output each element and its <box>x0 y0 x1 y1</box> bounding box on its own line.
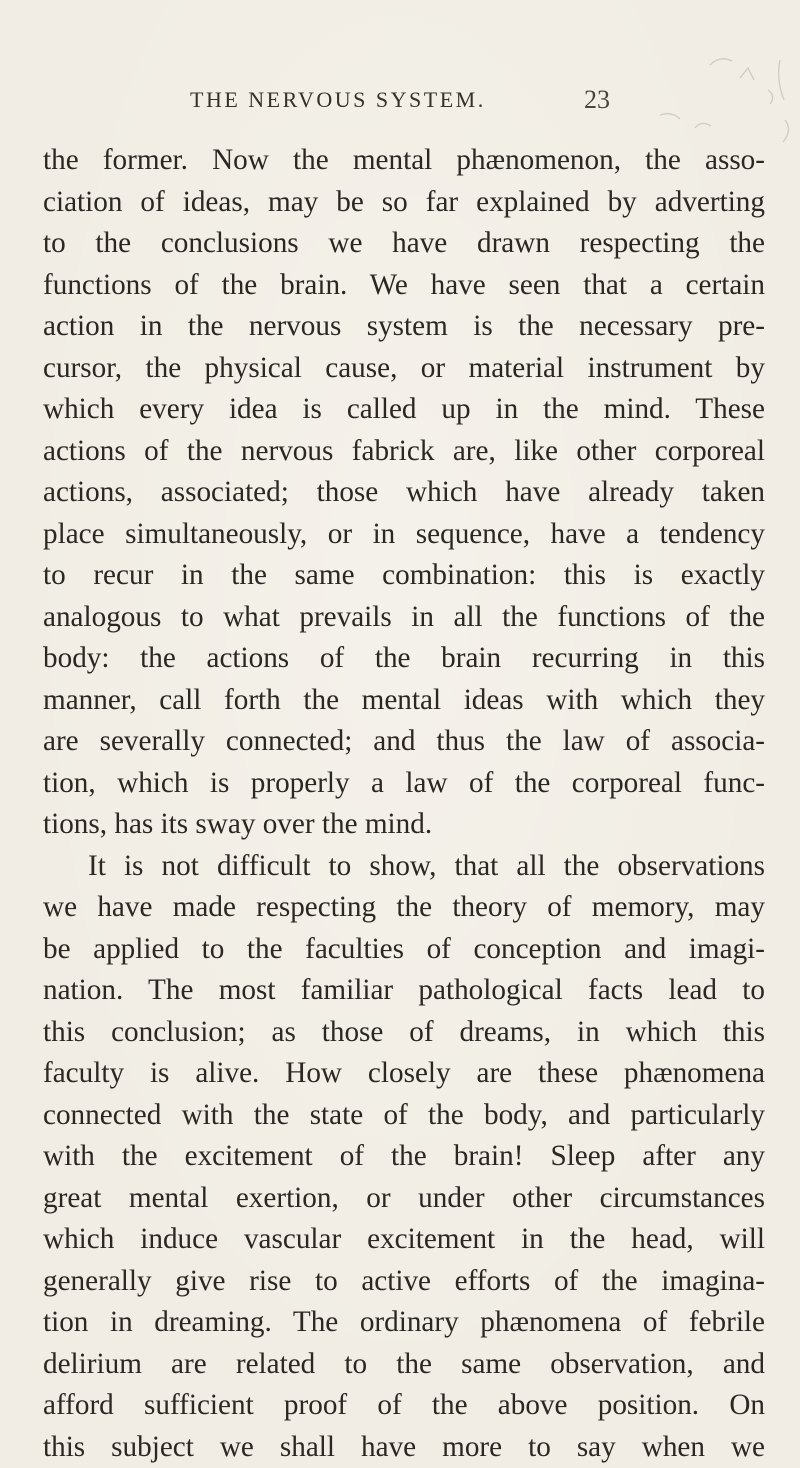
text-line: faculty is alive. How closely are these phænomena <box>43 1053 765 1095</box>
text-line: It is not difficult to show, that all the observations <box>43 846 765 888</box>
text-line: this conclusion; as those of dreams, in which this <box>43 1012 765 1054</box>
text-line: this subject we shall have more to say when we <box>43 1427 765 1468</box>
text-line: are severally connected; and thus the law of associa- <box>43 721 765 763</box>
text-line: tion in dreaming. The ordinary phænomena of febrile <box>43 1302 765 1344</box>
text-line: to recur in the same combination: this is exactly <box>43 555 765 597</box>
text-line: analogous to what prevails in all the functions of the <box>43 597 765 639</box>
body-text <box>43 140 765 1468</box>
text-line: with the excitement of the brain! Sleep after any <box>43 1136 765 1178</box>
text-line: be applied to the faculties of conception and imagi- <box>43 929 765 971</box>
text-line: manner, call forth the mental ideas with which they <box>43 680 765 722</box>
text-line: actions of the nervous fabrick are, like other corporeal <box>43 431 765 473</box>
text-line: place simultaneously, or in sequence, have a tendency <box>43 514 765 556</box>
text-line: the former. Now the mental phænomenon, the asso- <box>43 140 765 182</box>
text-line: ciation of ideas, may be so far explained by adverting <box>43 182 765 224</box>
text-line: cursor, the physical cause, or material instrument by <box>43 348 765 390</box>
text-line: connected with the state of the body, and particularly <box>43 1095 765 1137</box>
text-line: body: the actions of the brain recurring in this <box>43 638 765 680</box>
text-line: afford sufficient proof of the above position. On <box>43 1385 765 1427</box>
text-line: action in the nervous system is the necessary pre- <box>43 306 765 348</box>
text-line: tions, has its sway over the mind. <box>43 804 765 846</box>
text-line: to the conclusions we have drawn respecting the <box>43 223 765 265</box>
text-line: functions of the brain. We have seen that a certain <box>43 265 765 307</box>
running-head <box>190 80 610 120</box>
text-line: nation. The most familiar pathological facts lead to <box>43 970 765 1012</box>
text-line: which induce vascular excitement in the head, will <box>43 1219 765 1261</box>
paragraph-1 <box>43 140 765 846</box>
paragraph-2 <box>43 846 765 1468</box>
text-line: generally give rise to active efforts of the imagina- <box>43 1261 765 1303</box>
page-number: 23 <box>584 85 610 115</box>
text-line: we have made respecting the theory of memory, may <box>43 887 765 929</box>
text-line: actions, associated; those which have already taken <box>43 472 765 514</box>
text-line: tion, which is properly a law of the corporeal func- <box>43 763 765 805</box>
running-head-title: THE NERVOUS SYSTEM. <box>190 87 486 113</box>
text-line: delirium are related to the same observation, and <box>43 1344 765 1386</box>
text-line: which every idea is called up in the mind. These <box>43 389 765 431</box>
text-line: great mental exertion, or under other circumstances <box>43 1178 765 1220</box>
